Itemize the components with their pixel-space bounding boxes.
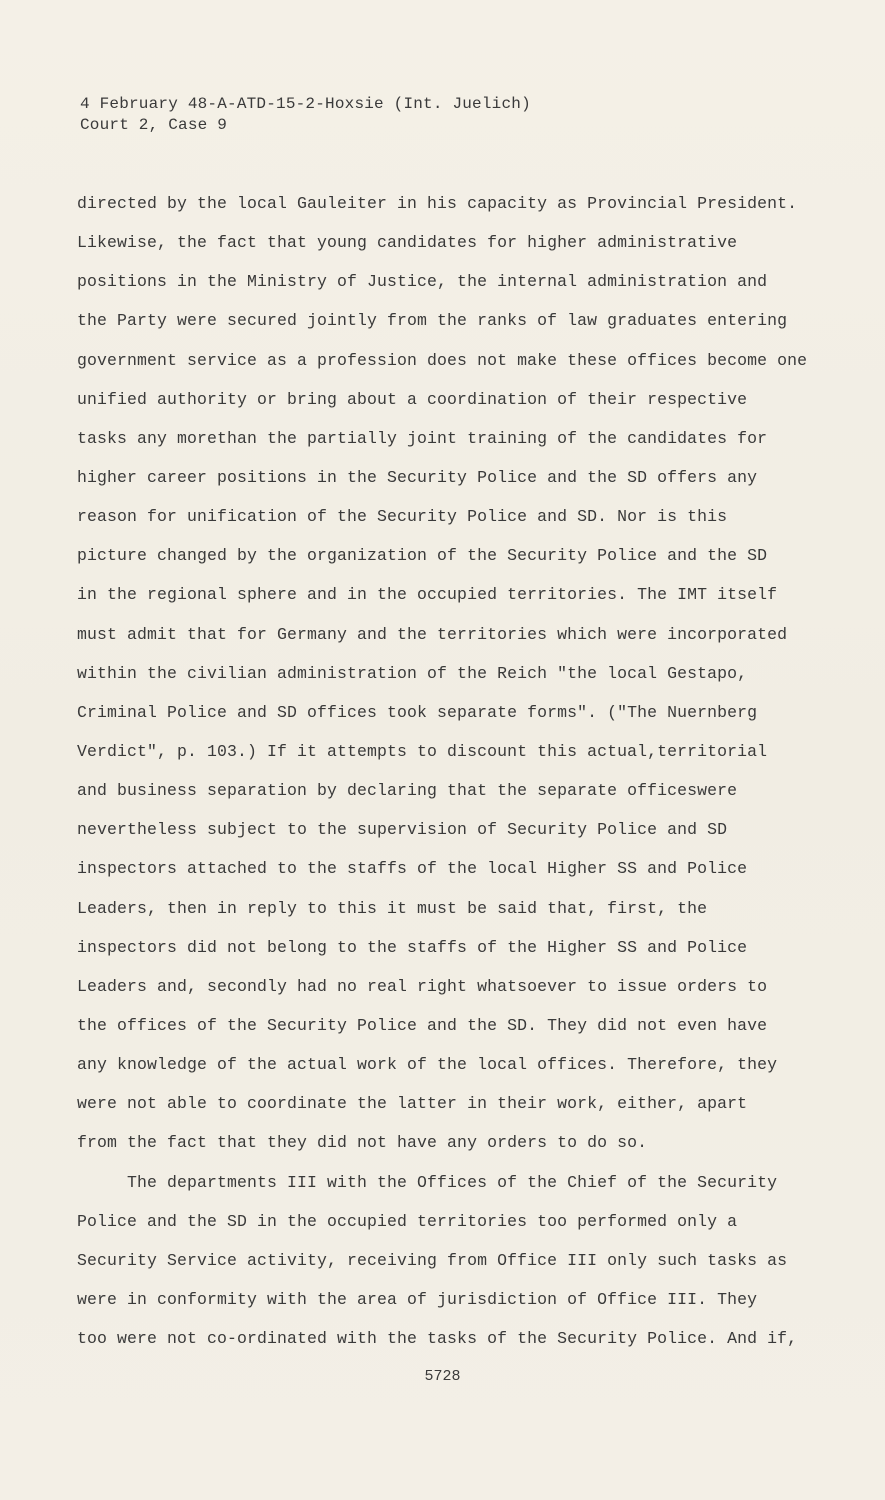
document-body <box>77 191 867 1365</box>
text-line: Security Service activity, receiving from Office III only such tasks as <box>77 1250 788 1270</box>
text-line: Leaders, then in reply to this it must be said that, first, the <box>77 898 708 918</box>
text-line: must admit that for Germany and the territories which were incorporated <box>77 624 788 644</box>
text-line: Criminal Police and SD offices took separate forms". ("The Nuernberg <box>77 702 758 722</box>
text-line: too were not co-ordinated with the tasks of the Security Police. And if, <box>77 1329 798 1349</box>
text-line: Likewise, the fact that young candidates for higher administrative <box>77 233 738 253</box>
text-line: from the fact that they did not have any orders to do so. <box>77 1133 648 1153</box>
text-line: within the civilian administration of the Reich "the local Gestapo, <box>77 663 748 683</box>
text-line: Verdict", p. 103.) If it attempts to discount this actual,territorial <box>77 741 768 761</box>
text-line: the Party were secured jointly from the ranks of law graduates entering <box>77 311 788 331</box>
text-line: picture changed by the organization of the Security Police and the SD <box>77 546 768 566</box>
header-reference-line: 4 February 48-A-ATD-15-2-Hoxsie (Int. Juelich) <box>80 95 531 113</box>
header-court-case-line: Court 2, Case 9 <box>80 116 228 134</box>
document-header <box>80 94 531 136</box>
text-line: the offices of the Security Police and the SD. They did not even have <box>77 1015 768 1035</box>
text-line: were in conformity with the area of jurisdiction of Office III. They <box>77 1289 758 1309</box>
text-line: directed by the local Gauleiter in his capacity as Provincial President. <box>77 194 798 213</box>
page-number: 5728 <box>424 1368 461 1385</box>
text-line: Leaders and, secondly had no real right whatsoever to issue orders to <box>77 976 768 996</box>
text-line: government service as a profession does not make these offices become one <box>77 350 808 370</box>
text-line: any knowledge of the actual work of the local offices. Therefore, they <box>77 1055 778 1075</box>
text-line: tasks any morethan the partially joint training of the candidates for <box>77 428 768 448</box>
text-line: nevertheless subject to the supervision of Security Police and SD <box>77 820 728 840</box>
text-line: higher career positions in the Security Police and the SD offers any <box>77 467 758 487</box>
text-line: Police and the SD in the occupied territories too performed only a <box>77 1211 738 1231</box>
text-line: inspectors did not belong to the staffs of the Higher SS and Police <box>77 937 748 957</box>
text-line: in the regional sphere and in the occupied territories. The IMT itself <box>77 585 778 605</box>
text-line: positions in the Ministry of Justice, the internal administration and <box>77 272 768 292</box>
text-line: The departments III with the Offices of the Chief of the Security <box>77 1172 778 1192</box>
text-line: were not able to coordinate the latter in their work, either, apart <box>77 1094 748 1114</box>
text-line: inspectors attached to the staffs of the local Higher SS and Police <box>77 859 748 879</box>
text-line: and business separation by declaring that the separate officeswere <box>77 781 738 801</box>
text-line: reason for unification of the Security Police and SD. Nor is this <box>77 507 728 527</box>
text-line: unified authority or bring about a coordination of their respective <box>77 389 748 409</box>
